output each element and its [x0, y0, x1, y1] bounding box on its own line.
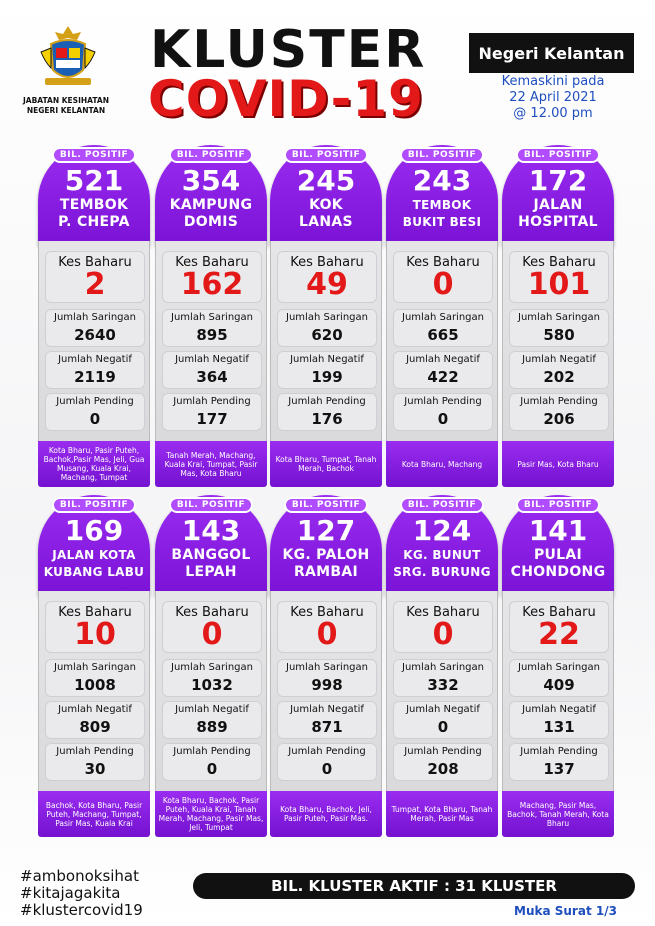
pending-box [277, 393, 377, 431]
cluster-name-line-2: SRG. BURUNG [393, 565, 491, 579]
cluster-name-line-1: BANGGOL [171, 547, 251, 563]
negative-label: Jumlah Negatif [290, 354, 364, 365]
positive-count: 143 [181, 514, 241, 547]
pending-label: Jumlah Pending [173, 396, 251, 407]
new-cases-value: 0 [432, 617, 454, 652]
pending-label: Jumlah Pending [404, 396, 482, 407]
affected-districts: Machang, Pasir Mas, Bachok, Tanah Merah, Kota Bharu [502, 791, 614, 837]
negative-box [509, 701, 609, 739]
pending-label: Jumlah Pending [288, 396, 366, 407]
updated-line-3: @ 12.00 pm [513, 106, 593, 121]
cluster-stats [386, 241, 498, 446]
negative-value: 364 [196, 368, 228, 386]
negative-value: 131 [543, 718, 575, 736]
cluster-stats [502, 591, 614, 796]
negative-box [162, 351, 262, 389]
negative-value: 0 [437, 718, 449, 736]
cluster-name-line-2: CHONDONG [510, 564, 606, 580]
positive-label: BIL. POSITIF [59, 500, 129, 510]
new-cases-value: 22 [538, 617, 580, 652]
negative-label: Jumlah Negatif [406, 354, 480, 365]
cluster-header [155, 495, 267, 597]
state-badge: Negeri Kelantan [469, 33, 634, 73]
pending-box [162, 743, 262, 781]
positive-label: BIL. POSITIF [407, 500, 477, 510]
screening-box [393, 309, 493, 347]
pending-box [45, 743, 145, 781]
cluster-name [386, 197, 498, 231]
cluster-name-line-2: P. CHEPA [58, 214, 130, 230]
positive-count: 124 [412, 514, 472, 547]
pending-box [509, 743, 609, 781]
screening-value: 895 [196, 326, 228, 344]
screening-box [277, 309, 377, 347]
new-cases-label: Kes Baharu [406, 255, 480, 270]
affected-districts: Tanah Merah, Machang, Kuala Krai, Tumpat, Pasir Mas, Kota Bharu [155, 441, 267, 487]
cluster-header [502, 145, 614, 247]
cluster-name [155, 547, 267, 581]
affected-districts: Bachok, Kota Bharu, Pasir Puteh, Machang, Tumpat, Pasir Mas, Kuala Krai [38, 791, 150, 837]
cluster-stats [38, 241, 150, 446]
pending-value: 0 [206, 760, 218, 778]
cluster-name-line-2: RAMBAI [293, 564, 359, 580]
negative-label: Jumlah Negatif [522, 704, 596, 715]
screening-label: Jumlah Saringan [54, 312, 136, 323]
positive-label: BIL. POSITIF [407, 150, 477, 160]
negative-box [509, 351, 609, 389]
screening-label: Jumlah Saringan [54, 662, 136, 673]
cluster-name-line-1: TEMBOK [412, 198, 472, 212]
negative-value: 202 [543, 368, 575, 386]
new-cases-value: 0 [316, 617, 338, 652]
cluster-name [155, 197, 267, 231]
negative-value: 199 [311, 368, 343, 386]
positive-label: BIL. POSITIF [523, 500, 593, 510]
cluster-name [270, 547, 382, 581]
new-cases-label: Kes Baharu [522, 605, 596, 620]
pending-box [393, 743, 493, 781]
positive-label: BIL. POSITIF [291, 500, 361, 510]
updated-line-1: Kemaskini pada [501, 74, 605, 89]
pending-value: 176 [311, 410, 343, 428]
cluster-name-line-1: JALAN [533, 197, 583, 213]
title-kluster: KLUSTER [150, 20, 427, 80]
screening-value: 332 [427, 676, 459, 694]
title-covid: COVID-19 [148, 70, 424, 128]
cluster-name-line-1: KG. PALOH [282, 547, 370, 563]
cluster-stats [270, 591, 382, 796]
negative-label: Jumlah Negatif [175, 704, 249, 715]
cluster-header [38, 145, 150, 247]
screening-label: Jumlah Saringan [518, 662, 600, 673]
new-cases-label: Kes Baharu [58, 605, 132, 620]
new-cases-box [162, 251, 262, 303]
screening-value: 580 [543, 326, 575, 344]
cluster-name-line-2: LANAS [299, 214, 353, 230]
hashtags [20, 868, 143, 919]
pending-value: 206 [543, 410, 575, 428]
cluster-name-line-2: DOMIS [183, 214, 239, 230]
new-cases-value: 0 [201, 617, 223, 652]
hashtag-3: #klustercovid19 [20, 901, 143, 919]
cluster-name-line-2: KUBANG LABU [43, 565, 145, 579]
new-cases-label: Kes Baharu [406, 605, 480, 620]
cluster-name-line-2: LEPAH [185, 564, 237, 580]
negative-box [45, 351, 145, 389]
negative-value: 2119 [74, 368, 116, 386]
cluster-name-line-1: KAMPUNG [169, 197, 253, 213]
new-cases-box [162, 601, 262, 653]
updated-line-2: 22 April 2021 [509, 90, 597, 105]
new-cases-box [509, 601, 609, 653]
hashtag-1: #ambonoksihat [20, 867, 140, 885]
pending-value: 208 [427, 760, 459, 778]
hashtag-2: #kitajagakita [20, 884, 121, 902]
screening-label: Jumlah Saringan [286, 312, 368, 323]
positive-count: 243 [412, 164, 472, 197]
new-cases-box [393, 601, 493, 653]
screening-label: Jumlah Saringan [402, 312, 484, 323]
cluster-name-line-2: BUKIT BESI [402, 215, 482, 229]
negative-value: 422 [427, 368, 459, 386]
cluster-name-line-1: KOK [309, 197, 343, 213]
new-cases-box [393, 251, 493, 303]
negative-box [393, 351, 493, 389]
pending-box [45, 393, 145, 431]
positive-count: 169 [64, 514, 124, 547]
cluster-name-line-1: TEMBOK [59, 197, 129, 213]
cluster-stats [386, 591, 498, 796]
positive-label: BIL. POSITIF [523, 150, 593, 160]
screening-label: Jumlah Saringan [171, 662, 253, 673]
cluster-name-line-1: JALAN KOTA [52, 548, 136, 562]
negative-label: Jumlah Negatif [406, 704, 480, 715]
new-cases-value: 162 [180, 267, 244, 302]
cluster-header [155, 145, 267, 247]
pending-value: 0 [89, 410, 101, 428]
new-cases-value: 0 [432, 267, 454, 302]
org-line-1: JABATAN KESIHATAN [22, 96, 109, 105]
cluster-header [386, 495, 498, 597]
positive-count: 245 [296, 164, 356, 197]
screening-value: 665 [427, 326, 459, 344]
screening-box [509, 659, 609, 697]
negative-label: Jumlah Negatif [58, 354, 132, 365]
positive-label: BIL. POSITIF [176, 500, 246, 510]
new-cases-label: Kes Baharu [58, 255, 132, 270]
new-cases-value: 2 [84, 267, 106, 302]
negative-box [277, 701, 377, 739]
new-cases-box [45, 251, 145, 303]
screening-box [162, 659, 262, 697]
cluster-stats [155, 591, 267, 796]
cluster-header [502, 495, 614, 597]
screening-value: 409 [543, 676, 575, 694]
cluster-header [270, 495, 382, 597]
org-line-2: NEGERI KELANTAN [26, 106, 106, 115]
screening-box [509, 309, 609, 347]
cluster-header [38, 495, 150, 597]
affected-districts: Kota Bharu, Bachok, Pasir Puteh, Kuala Krai, Tanah Merah, Machang, Pasir Mas, Jeli, Tumpat [155, 791, 267, 837]
cluster-name-line-1: KG. BUNUT [403, 548, 481, 562]
cluster-header [270, 145, 382, 247]
screening-label: Jumlah Saringan [171, 312, 253, 323]
new-cases-box [277, 251, 377, 303]
affected-districts: Kota Bharu, Tumpat, Tanah Merah, Bachok [270, 441, 382, 487]
pending-box [393, 393, 493, 431]
screening-value: 1008 [74, 676, 116, 694]
negative-label: Jumlah Negatif [290, 704, 364, 715]
screening-value: 2640 [74, 326, 116, 344]
pending-label: Jumlah Pending [520, 746, 598, 757]
screening-box [393, 659, 493, 697]
screening-value: 998 [311, 676, 343, 694]
positive-count: 141 [528, 514, 588, 547]
pending-value: 0 [321, 760, 333, 778]
cluster-name [502, 547, 614, 581]
affected-districts: Kota Bharu, Bachok, Jeli, Pasir Puteh, Pasir Mas. [270, 791, 382, 837]
positive-count: 127 [296, 514, 356, 547]
screening-value: 620 [311, 326, 343, 344]
pending-box [162, 393, 262, 431]
updated-info [478, 74, 628, 122]
affected-districts: Pasir Mas, Kota Bharu [502, 441, 614, 487]
screening-box [162, 309, 262, 347]
pending-value: 30 [84, 760, 106, 778]
screening-label: Jumlah Saringan [518, 312, 600, 323]
positive-count: 521 [64, 164, 124, 197]
screening-box [277, 659, 377, 697]
positive-label: BIL. POSITIF [291, 150, 361, 160]
negative-box [277, 351, 377, 389]
new-cases-label: Kes Baharu [290, 255, 364, 270]
pending-label: Jumlah Pending [288, 746, 366, 757]
new-cases-label: Kes Baharu [175, 255, 249, 270]
pending-value: 177 [196, 410, 228, 428]
negative-box [162, 701, 262, 739]
positive-count: 172 [528, 164, 588, 197]
active-cluster-bar: BIL. KLUSTER AKTIF : 31 KLUSTER [193, 873, 635, 899]
cluster-name-line-1: PULAI [533, 547, 583, 563]
pending-box [277, 743, 377, 781]
screening-box [45, 309, 145, 347]
cluster-stats [270, 241, 382, 446]
new-cases-value: 49 [306, 267, 348, 302]
negative-box [45, 701, 145, 739]
cluster-stats [155, 241, 267, 446]
positive-label: BIL. POSITIF [59, 150, 129, 160]
cluster-name [386, 547, 498, 581]
pending-label: Jumlah Pending [520, 396, 598, 407]
affected-districts: Kota Bharu, Pasir Puteh, Bachok,Pasir Mas, Jeli, Gua Musang, Kuala Krai, Machang, Tumpat [38, 441, 150, 487]
new-cases-box [509, 251, 609, 303]
new-cases-label: Kes Baharu [290, 605, 364, 620]
pending-box [509, 393, 609, 431]
pending-value: 0 [437, 410, 449, 428]
new-cases-value: 101 [527, 267, 591, 302]
affected-districts: Kota Bharu, Machang [386, 441, 498, 487]
new-cases-label: Kes Baharu [175, 605, 249, 620]
cluster-name [270, 197, 382, 231]
positive-count: 354 [181, 164, 241, 197]
screening-value: 1032 [191, 676, 233, 694]
positive-label: BIL. POSITIF [176, 150, 246, 160]
screening-label: Jumlah Saringan [402, 662, 484, 673]
negative-label: Jumlah Negatif [175, 354, 249, 365]
negative-value: 809 [79, 718, 111, 736]
negative-value: 889 [196, 718, 228, 736]
affected-districts: Tumpat, Kota Bharu, Tanah Merah, Pasir Mas [386, 791, 498, 837]
screening-box [45, 659, 145, 697]
cluster-name [38, 197, 150, 231]
cluster-name [502, 197, 614, 231]
negative-box [393, 701, 493, 739]
pending-label: Jumlah Pending [56, 746, 134, 757]
pending-label: Jumlah Pending [56, 396, 134, 407]
cluster-stats [38, 591, 150, 796]
negative-value: 871 [311, 718, 343, 736]
new-cases-box [277, 601, 377, 653]
cluster-name [38, 547, 150, 581]
pending-value: 137 [543, 760, 575, 778]
organization-name [8, 96, 124, 116]
new-cases-label: Kes Baharu [522, 255, 596, 270]
cluster-header [386, 145, 498, 247]
page-number: Muka Surat 1/3 [514, 904, 617, 918]
screening-label: Jumlah Saringan [286, 662, 368, 673]
pending-label: Jumlah Pending [404, 746, 482, 757]
pending-label: Jumlah Pending [173, 746, 251, 757]
new-cases-value: 10 [74, 617, 116, 652]
negative-label: Jumlah Negatif [522, 354, 596, 365]
cluster-stats [502, 241, 614, 446]
negative-label: Jumlah Negatif [58, 704, 132, 715]
new-cases-box [45, 601, 145, 653]
cluster-name-line-2: HOSPITAL [518, 214, 598, 230]
